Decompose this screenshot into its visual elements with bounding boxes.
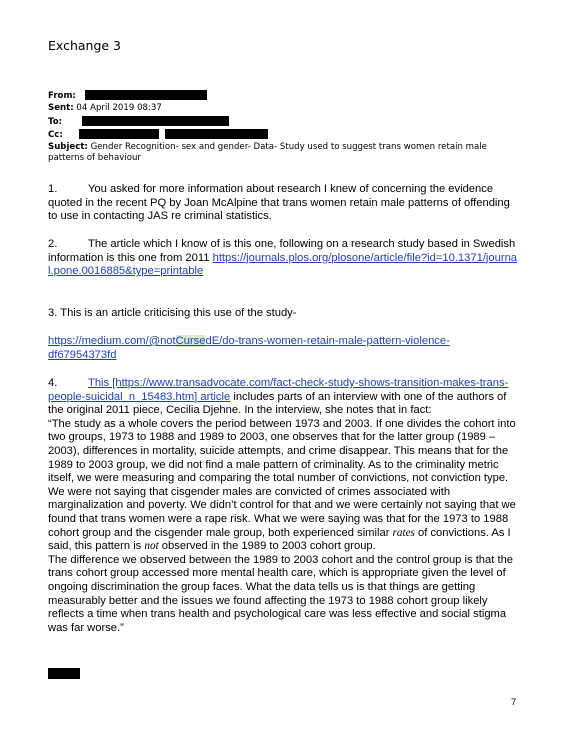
cc-label: Cc: (48, 130, 63, 140)
quote-text: “The study as a whole covers the period between 1973 and 2003. If one divides the cohort into two groups, 1973 to 1988 and 1989 to 2003, one observes that for the latter group (1989 – 2003), differences in mortality, suicide attempts, and crime disappear. This means that for the 1989 to 2003 group, we did not find a male pattern of criminality. As to the criminality metric itself, we were measuring and comparing the total number of convictions, not conviction type. We were not saying that cisgender males are convicted of crimes associated with marginalization and poverty. We didn’t control for that and we were certainly not saying that we found that trans women were a rape risk. What we were saying was that for the 1973 to 1988 cohort group and the cisgender male group, both experienced similar (48, 417, 516, 539)
page-title: Exchange 3 (48, 38, 122, 53)
paragraph-number: 2. (48, 238, 58, 250)
link-part: https://medium.com/@not (48, 335, 176, 347)
paragraph-number: 1. (48, 183, 58, 195)
email-sent-row (48, 103, 162, 114)
subject-value: Gender Recognition- sex and gender- Data- Study used to suggest trans women retain male patterns of behaviour (48, 142, 487, 163)
emphasis-text: rates (392, 526, 415, 539)
email-cc-row (48, 129, 268, 141)
paragraph-2 (48, 238, 518, 279)
to-label: To: (48, 117, 63, 127)
paragraph-text: 3. This is an article criticising this use of the study- (48, 307, 297, 319)
quote-paragraph-2: The difference we observed between the 1989 to 2003 cohort and the control group is that the trans cohort group accessed more mental health care, which is appropriate given the level of ongoing discrimination the group faces. What the data tells us is that things are getting measurably better and the issues we found affecting the 1973 to 1988 cohort group likely reflects a time when trans health and psychological care was less effective and social stigma was far worse.” (48, 553, 514, 634)
quote-text: observed in the 1989 to 2003 cohort group. (158, 540, 376, 553)
link-part: dE/do-trans-women-retain-male-pattern-violence-df67954373fd (48, 335, 450, 361)
redaction-block (79, 129, 159, 139)
paragraph-text: includes parts of an interview with one of the authors of the original 2011 piece, Cecilia Djehne. In the interview, she notes that in fact: (48, 390, 507, 417)
medium-article-link-block (48, 335, 518, 362)
sent-label: Sent: (48, 103, 74, 113)
sent-value: 04 April 2019 08:37 (76, 103, 162, 113)
email-to-row (48, 116, 229, 128)
paragraph-text: The article which I know of is this one, following on a research study based in Swedish information is this one from 2011 (48, 238, 516, 264)
transadvocate-article-link[interactable]: This [https://www.transadvocate.com/fact-check-study-shows-transition-makes-trans-people-suicidal_n_15483.htm] article (48, 377, 509, 403)
highlighted-text: Curse (175, 335, 206, 347)
quote-paragraph-1 (48, 418, 518, 554)
from-label: From: (48, 91, 76, 101)
email-from-row (48, 90, 207, 102)
redaction-block (165, 129, 268, 139)
email-subject-row (48, 142, 508, 164)
subject-label: Subject: (48, 142, 88, 152)
paragraph-text: You asked for more information about research I knew of concerning the evidence quoted in the recent PQ by Joan McAlpine that trans women retain male patterns of offending to use in contacting JAS re criminal statistics. (48, 183, 510, 223)
paragraph-4 (48, 377, 518, 635)
paragraph-number: 4. (48, 377, 58, 389)
page-number: 7 (511, 697, 517, 708)
quote-text: of convictions. As I said, this pattern is (48, 526, 511, 553)
paragraph-3 (48, 307, 518, 321)
medium-article-link[interactable] (48, 335, 450, 361)
redaction-block (48, 668, 80, 679)
redaction-block (82, 116, 229, 126)
plos-article-link[interactable]: https://journals.plos.org/plosone/article/file?id=10.1371/journal.pone.0016885&type=printable (48, 251, 518, 278)
paragraph-1 (48, 183, 518, 224)
emphasis-text: not (144, 540, 159, 553)
redaction-block (85, 90, 207, 100)
